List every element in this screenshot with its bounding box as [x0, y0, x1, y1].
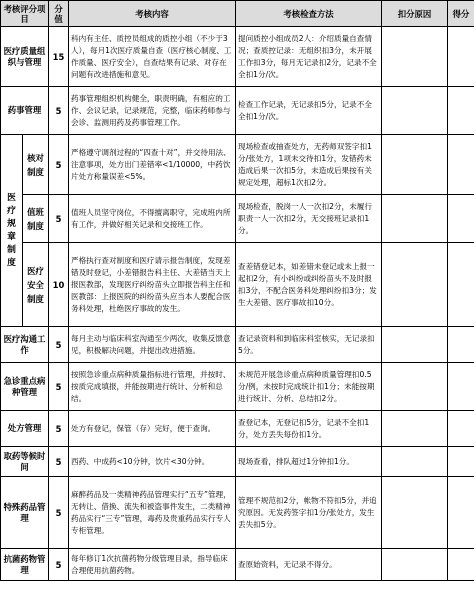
- row-points[interactable]: [448, 411, 474, 447]
- row-points[interactable]: [448, 135, 474, 195]
- table-row: [1, 27, 474, 87]
- row-points[interactable]: [448, 195, 474, 243]
- table-row: [1, 549, 474, 581]
- row-points[interactable]: [448, 477, 474, 549]
- row-method: 检查工作记录，无记录扣5分，记录不全全扣1分/次。: [236, 87, 382, 135]
- row-score: 5: [49, 195, 69, 243]
- row-subitem: 核对制度: [23, 135, 49, 195]
- table-row: [1, 363, 474, 411]
- row-subitem: 值班制度: [23, 195, 49, 243]
- row-score: 10: [49, 243, 69, 327]
- header-points: 得分: [448, 1, 474, 27]
- row-score: 5: [49, 363, 69, 411]
- row-deduction-reason[interactable]: [382, 327, 448, 363]
- row-score: 5: [49, 327, 69, 363]
- row-content: 按照急诊重点病种质量指标进行管理，并按时、按质完成填报，并能按期进行统计、分析和总结。: [69, 363, 236, 411]
- row-method: 查差错登记本，如差错未登记或未上报一起扣2分，有小纠纷或纠纷苗头不及时报扣3分，不配合医务科处理纠纷扣3分；发生大差错、医疗事故扣10分。: [236, 243, 382, 327]
- row-score: 5: [49, 411, 69, 447]
- row-method: 查登记本，无登记扣5分，记录不全扣1分，处方丢失每份扣1分。: [236, 411, 382, 447]
- row-points[interactable]: [448, 447, 474, 477]
- row-points[interactable]: [448, 27, 474, 87]
- header-content: 考核内容: [69, 1, 236, 27]
- row-deduction-reason[interactable]: [382, 135, 448, 195]
- table-row: [1, 327, 474, 363]
- row-deduction-reason[interactable]: [382, 243, 448, 327]
- row-score: 5: [49, 135, 69, 195]
- header-row: [1, 1, 474, 27]
- row-method: 管理不规范扣2分，帐物不符扣5分，并追究原因。无发药签字扣1分/张处方，发生丢失扣5分。: [236, 477, 382, 549]
- row-item: 医疗质量组织与管理: [1, 27, 49, 87]
- row-score: 5: [49, 87, 69, 135]
- header-method: 考核检查方法: [236, 1, 382, 27]
- row-points[interactable]: [448, 549, 474, 581]
- row-content: 严格执行查对制度和医疗请示报告制度，发现差错及时登记，小差错报告科主任、大差错当天上报医教部，发现医疗纠纷苗头立即报告科主任和医教部：上报医院的纠纷苗头应当本人要配合医务科处理，杜绝医疗事故的发生。: [69, 243, 236, 327]
- row-item: 急诊重点病种管理: [1, 363, 49, 411]
- table-row: [1, 477, 474, 549]
- row-item: 医疗沟通工作: [1, 327, 49, 363]
- header-item: 考核评分项目: [1, 1, 49, 27]
- row-item: 处方管理: [1, 411, 49, 447]
- row-method: 现场检查或抽查处方，无药师双签字扣1分/张处方，1项未交待扣1分，发错药未造成后果一次扣5分，未造成后果按有关规定处理，超标1次扣2分。: [236, 135, 382, 195]
- row-score: 5: [49, 549, 69, 581]
- row-content: 值班人员坚守岗位，不得擅离职守，完成班内所有工作，并做好相关记录和交接班工作。: [69, 195, 236, 243]
- row-points[interactable]: [448, 327, 474, 363]
- row-method: 查原始资料，无记录不得分。: [236, 549, 382, 581]
- row-score: 5: [49, 477, 69, 549]
- row-score: 15: [49, 27, 69, 87]
- row-content: 科内有主任、质控员组成的质控小组（不少于3人），每月1次医疗质量自查（医疗核心制度、工作质量、医疗安全），自查结果有记录、对存在问题有改进措施和意见。: [69, 27, 236, 87]
- table-row: [1, 411, 474, 447]
- row-method: 现场检查，脱岗一人一次扣2分，未履行职责一人一次扣2分，无交接班记录扣1分。: [236, 195, 382, 243]
- row-points[interactable]: [448, 87, 474, 135]
- table-row: [1, 243, 474, 327]
- row-method: 现场查看，排队超过1分钟扣1分。: [236, 447, 382, 477]
- row-item: 抗菌药物管理: [1, 549, 49, 581]
- row-points[interactable]: [448, 243, 474, 327]
- row-content: 麻醉药品及一类精神药品管理实行“五专”管理，无转让、借换、流失和被盗事件发生，二类精神药品实行“三专”管理，毒药及贵重药品实行专人专柜管理。: [69, 477, 236, 549]
- row-item: 取药等候时间: [1, 447, 49, 477]
- category-label: 医疗规章制度: [1, 135, 23, 327]
- row-content: 处方有登记，保管（存）完好，便于查询。: [69, 411, 236, 447]
- row-method: 查记录资料和到临床科室核实，无记录扣5分。: [236, 327, 382, 363]
- row-content: 西药、中成药<10分钟，饮片<30分钟。: [69, 447, 236, 477]
- row-deduction-reason[interactable]: [382, 195, 448, 243]
- row-deduction-reason[interactable]: [382, 549, 448, 581]
- row-content: 每年修订1次抗菌药物分级管理目录，指导临床合理使用抗菌药物。: [69, 549, 236, 581]
- table-row: [1, 87, 474, 135]
- header-reason: 扣分原因: [382, 1, 448, 27]
- row-deduction-reason[interactable]: [382, 87, 448, 135]
- row-deduction-reason[interactable]: [382, 477, 448, 549]
- row-deduction-reason[interactable]: [382, 363, 448, 411]
- table-row: [1, 135, 474, 195]
- row-method: 提问质控小组成员2人：介绍质量自查情况；查质控记录：无组织扣3分，未开展工作扣3分，每月无记录扣2分，记录不全全扣1分/次。: [236, 27, 382, 87]
- row-item: 药事管理: [1, 87, 49, 135]
- row-content: 药事管理组织机构健全，职责明确，有相应的工作、会议记录，记录规范，完整，临床药师参与会诊、监测用药及药事管理工作。: [69, 87, 236, 135]
- table-row: [1, 447, 474, 477]
- row-deduction-reason[interactable]: [382, 411, 448, 447]
- row-content: 严格遵守调剂过程的“四查十对”，并交待用法、注意事项，处方出门差错率<1/10000，中药饮片处方称量误差<5%。: [69, 135, 236, 195]
- row-deduction-reason[interactable]: [382, 27, 448, 87]
- header-score: 分值: [49, 1, 69, 27]
- row-content: 每月主动与临床科室沟通至少两次，收集反馈意见，积极解决问题，并提出改进措施。: [69, 327, 236, 363]
- row-subitem: 医疗安全制度: [23, 243, 49, 327]
- row-item: 特殊药品管理: [1, 477, 49, 549]
- row-score: 5: [49, 447, 69, 477]
- row-points[interactable]: [448, 363, 474, 411]
- table-row: [1, 195, 474, 243]
- row-deduction-reason[interactable]: [382, 447, 448, 477]
- row-method: 未规范开展急诊重点病种质量管理扣0.5分/例，未按时完成统计扣1分；未能按期进行统计、分析、总结扣2分。: [236, 363, 382, 411]
